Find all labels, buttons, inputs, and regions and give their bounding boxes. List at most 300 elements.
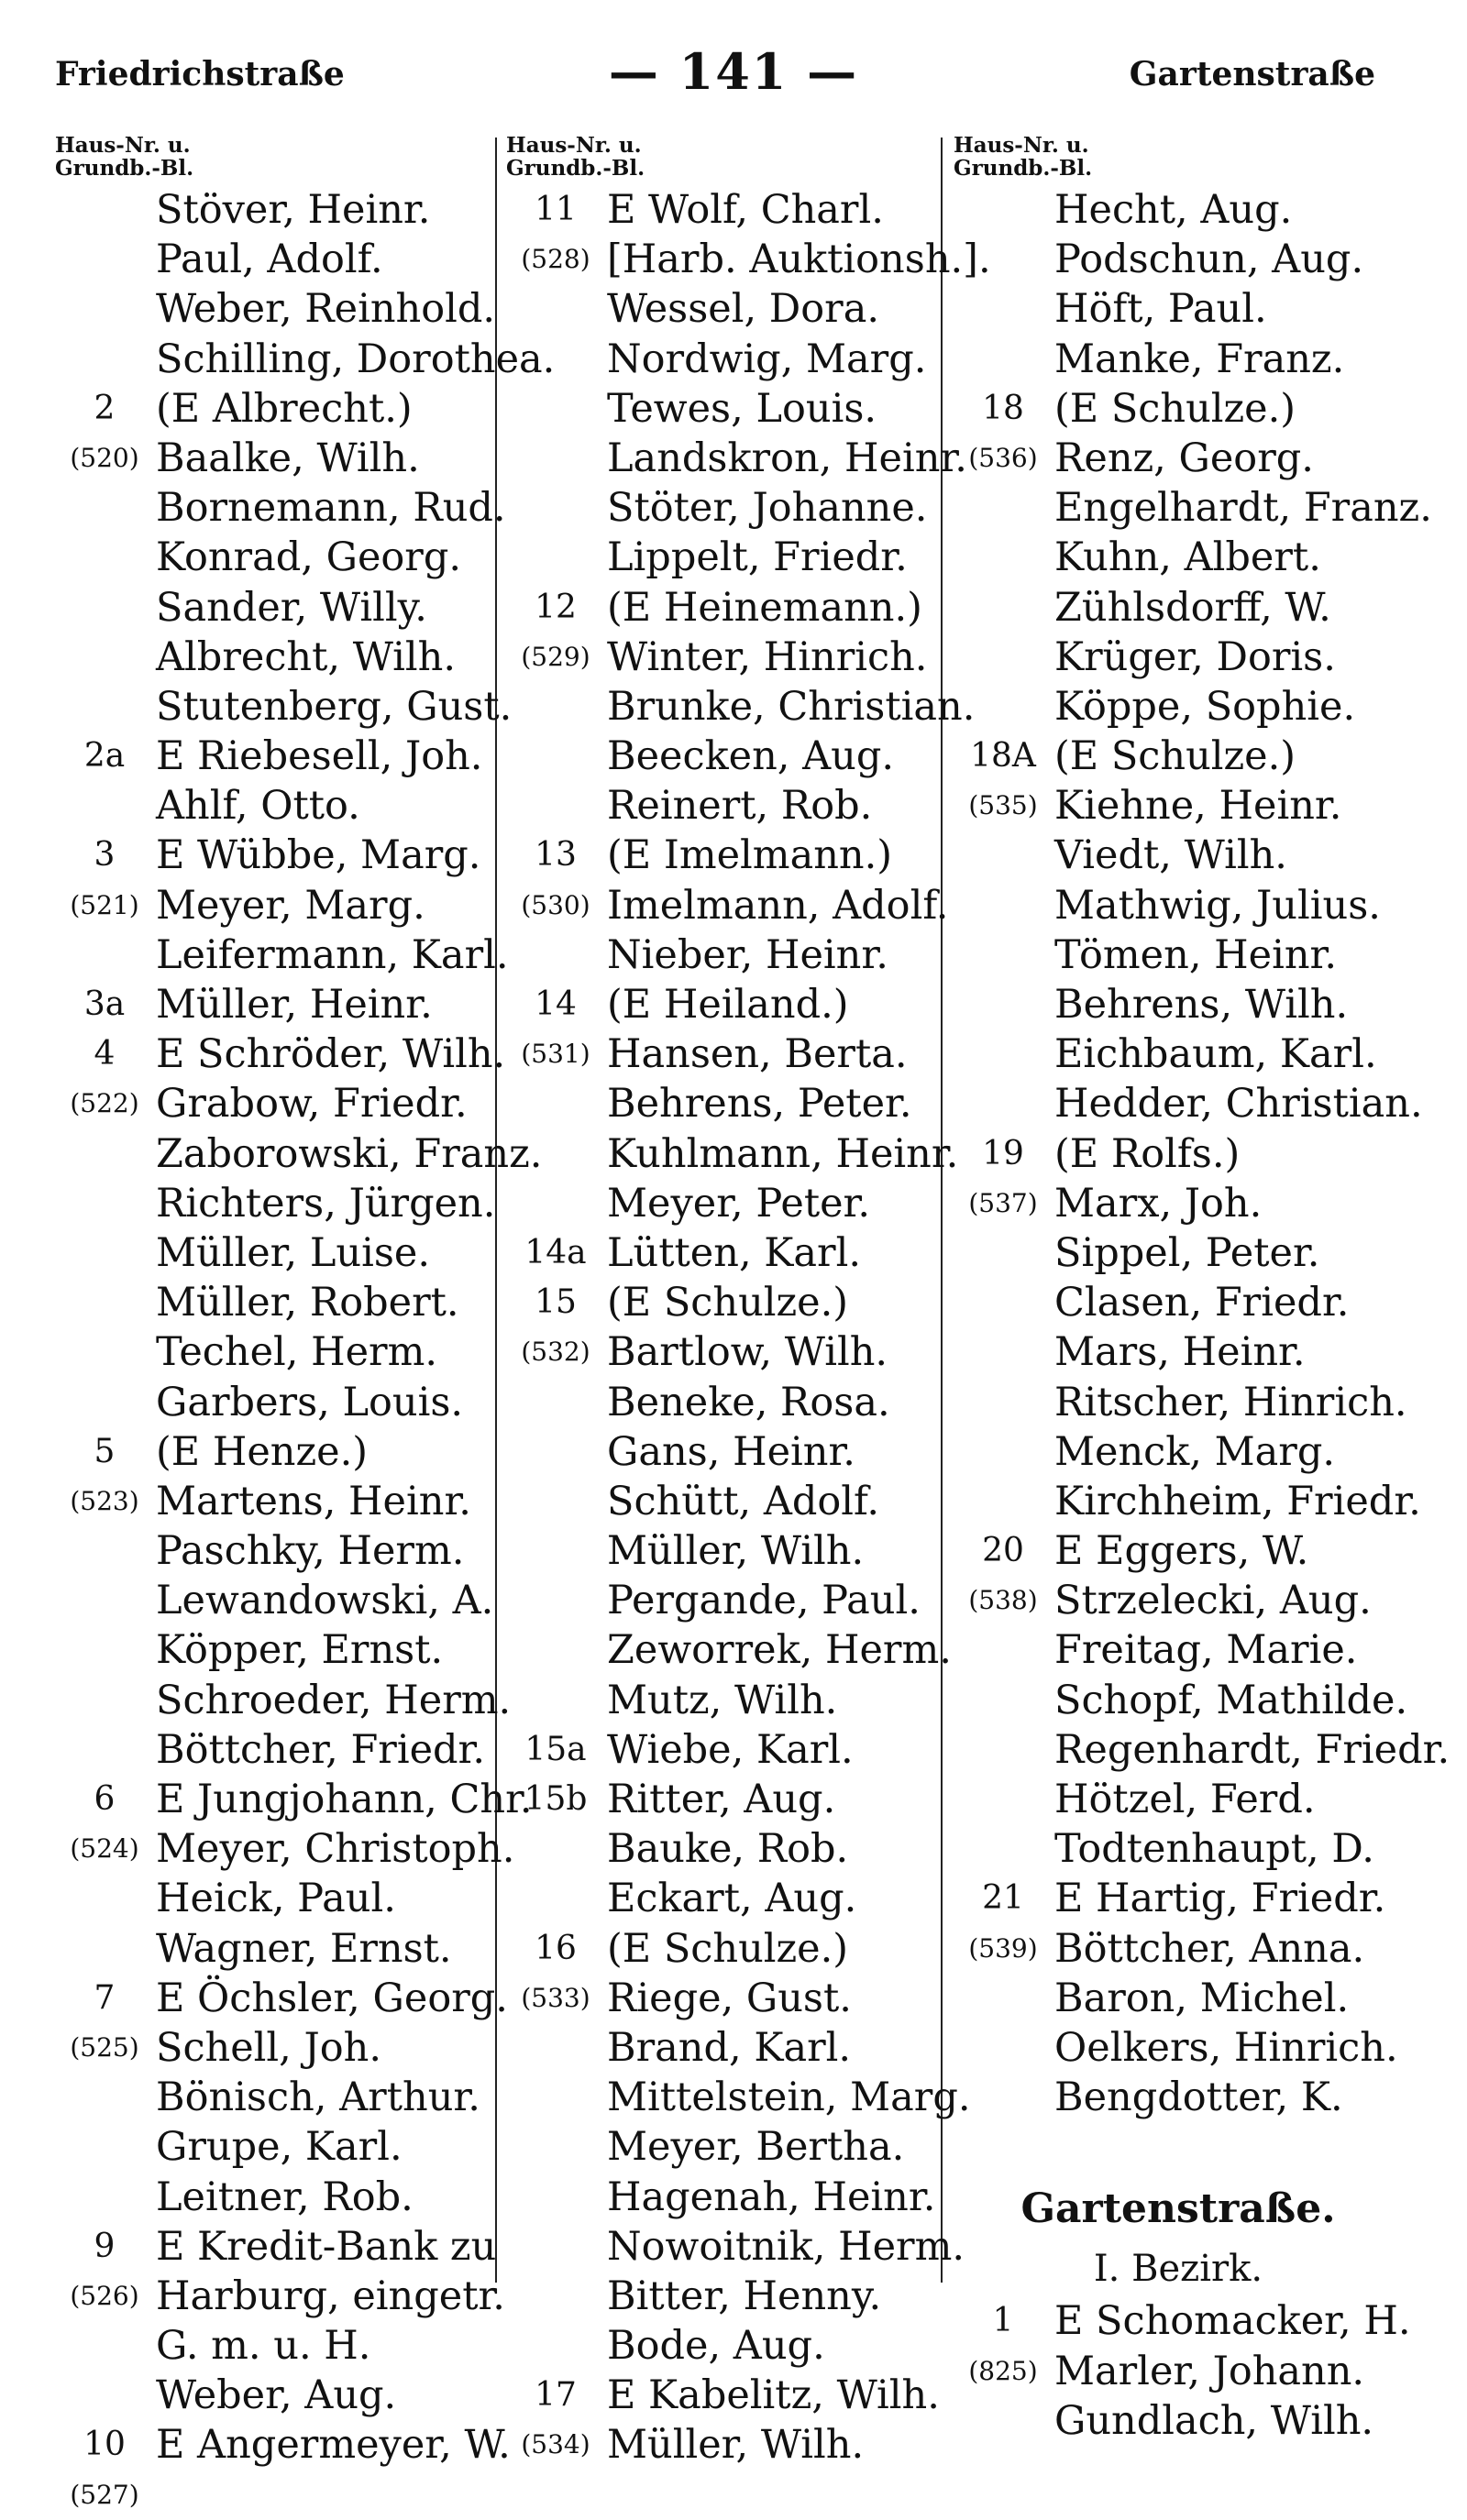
- directory-entry: [954, 1029, 1403, 1079]
- directory-entry: [954, 1775, 1403, 1824]
- resident-name: Weber, Aug.: [156, 2372, 397, 2419]
- house-number: 5: [94, 1432, 116, 1470]
- resident-name: Schroeder, Herm.: [156, 1677, 512, 1723]
- resident-name: Müller, Luise.: [156, 1229, 431, 1276]
- directory-entry: [55, 434, 493, 483]
- directory-entry: [55, 1278, 493, 1327]
- directory-entry: [954, 2296, 1411, 2346]
- house-number: (525): [70, 2031, 139, 2063]
- directory-entry: [55, 1327, 493, 1377]
- house-number: 15a: [524, 1730, 587, 1768]
- directory-entry: [954, 1725, 1450, 1775]
- directory-entry: [506, 583, 939, 633]
- directory-entry: [55, 2420, 511, 2470]
- resident-name: Köppe, Sophie.: [1054, 683, 1356, 730]
- directory-entry: [55, 1824, 515, 1874]
- street-left-heading: Friedrichstraße: [55, 55, 345, 94]
- resident-name: Ahlf, Otto.: [156, 783, 360, 830]
- resident-name: Strzelecki, Aug.: [1054, 1578, 1372, 1624]
- house-number: 15: [535, 1283, 577, 1322]
- directory-entry: [954, 1576, 1403, 1625]
- resident-name: Viedt, Wilh.: [1054, 832, 1287, 879]
- resident-name: Ritscher, Hinrich.: [1054, 1379, 1407, 1425]
- directory-entry: [55, 2470, 493, 2520]
- house-number: 10: [83, 2426, 126, 2464]
- directory-entry: [506, 483, 939, 533]
- resident-name: E Öchsler, Georg.: [156, 1975, 508, 2021]
- house-number: 16: [535, 1929, 577, 1967]
- resident-name: Baron, Michel.: [1054, 1975, 1350, 2021]
- directory-entry: [954, 235, 1403, 284]
- resident-name: G. m. u. H.: [156, 2323, 371, 2370]
- directory-entry: [55, 235, 493, 284]
- resident-name: Kuhlmann, Heinr.: [607, 1130, 959, 1177]
- resident-name: Stöver, Heinr.: [156, 187, 431, 233]
- resident-name: [Harb. Auktionsh.].: [607, 237, 991, 283]
- column-header-line: Haus-Nr. u.: [506, 133, 642, 158]
- section-subtitle: I. Bezirk.: [1093, 2248, 1263, 2291]
- house-number: 9: [94, 2227, 116, 2265]
- resident-name: Behrens, Wilh.: [1054, 982, 1349, 1028]
- entry-list: [506, 185, 991, 2470]
- resident-name: Martens, Heinr.: [156, 1478, 471, 1524]
- house-number: 18: [982, 389, 1024, 427]
- house-number: (533): [521, 1982, 590, 2013]
- resident-name: Garbers, Louis.: [156, 1379, 464, 1425]
- house-number: (522): [70, 1088, 139, 1119]
- directory-entry: [954, 185, 1403, 235]
- directory-entry: [954, 1974, 1403, 2023]
- resident-name: Hedder, Christian.: [1054, 1081, 1423, 1128]
- directory-entry: [954, 2073, 1403, 2122]
- directory-entry: [55, 1924, 493, 1974]
- directory-entry: [55, 335, 556, 384]
- resident-name: Richters, Jürgen.: [156, 1180, 496, 1227]
- directory-entry: [506, 781, 939, 831]
- column-header-line: Grundb.-Bl.: [55, 156, 194, 181]
- directory-entry: [506, 533, 939, 582]
- house-number: (825): [968, 2355, 1038, 2386]
- directory-entry: [506, 1179, 939, 1228]
- house-number: 19: [982, 1134, 1024, 1172]
- directory-entry: [55, 384, 493, 434]
- directory-entry: [55, 881, 493, 930]
- directory-entry: [55, 781, 493, 831]
- resident-name: Albrecht, Wilh.: [156, 633, 457, 680]
- directory-entry: [55, 1526, 493, 1576]
- directory-entry: [55, 1079, 493, 1128]
- resident-name: Techel, Herm.: [156, 1329, 438, 1376]
- directory-entry: [55, 2023, 493, 2073]
- resident-name: E Schröder, Wilh.: [156, 1031, 506, 1078]
- resident-name: Menck, Marg.: [1054, 1428, 1336, 1475]
- directory-entry: [55, 2122, 493, 2172]
- directory-entry: [954, 881, 1403, 930]
- resident-name: Imelmann, Adolf.: [607, 882, 949, 929]
- directory-entry: [55, 2222, 497, 2272]
- directory-entry: [506, 1477, 939, 1526]
- resident-name: Gundlach, Wilh.: [1054, 2397, 1374, 2444]
- directory-entry: [506, 1924, 939, 1974]
- directory-entry: [506, 2023, 939, 2073]
- house-number: 20: [982, 1532, 1024, 1570]
- directory-entry: [55, 1625, 493, 1675]
- house-number: 15b: [524, 1780, 588, 1818]
- resident-name: Hagenah, Heinr.: [607, 2173, 936, 2220]
- house-number: (521): [70, 889, 139, 920]
- resident-name: Tömen, Heinr.: [1054, 931, 1338, 978]
- resident-name: Müller, Heinr.: [156, 982, 433, 1028]
- resident-name: Mutz, Wilh.: [607, 1677, 838, 1723]
- resident-name: Stutenberg, Gust.: [156, 683, 513, 730]
- house-number: (535): [968, 790, 1038, 821]
- house-number: 17: [535, 2376, 577, 2415]
- resident-name: Böttcher, Anna.: [1054, 1925, 1365, 1972]
- directory-entry: [954, 2396, 1403, 2446]
- resident-name: Renz, Georg.: [1054, 435, 1314, 481]
- resident-name: Mittelstein, Marg.: [607, 2074, 971, 2121]
- directory-entry: [954, 633, 1403, 682]
- directory-entry: [506, 1725, 939, 1775]
- house-number: (539): [968, 1932, 1038, 1964]
- resident-name: Eichbaum, Karl.: [1054, 1031, 1377, 1078]
- directory-entry: [954, 1824, 1403, 1874]
- resident-name: Landskron, Heinr.: [607, 435, 967, 481]
- column-header: [954, 134, 1403, 185]
- resident-name: Zaborowski, Franz.: [156, 1130, 543, 1177]
- resident-name: Nieber, Heinr.: [607, 931, 888, 978]
- directory-entry: [954, 1676, 1408, 1725]
- resident-name: E Wolf, Charl.: [607, 187, 884, 233]
- resident-name: Lütten, Karl.: [607, 1229, 862, 1276]
- house-number: 18A: [970, 737, 1036, 776]
- directory-entry: [954, 533, 1403, 582]
- directory-entry: [55, 1477, 493, 1526]
- directory-entry: [506, 1526, 939, 1576]
- directory-entry: [55, 831, 493, 880]
- resident-name: Böttcher, Friedr.: [156, 1726, 486, 1773]
- directory-entry: [954, 434, 1403, 483]
- resident-name: Kirchheim, Friedr.: [1054, 1478, 1421, 1524]
- directory-entry: [506, 881, 949, 930]
- resident-name: Zeworrek, Herm.: [607, 1627, 952, 1674]
- resident-name: E Jungjohann, Chr.: [156, 1777, 533, 1822]
- resident-name: Paschky, Herm.: [156, 1528, 465, 1575]
- directory-entry: [506, 1079, 939, 1128]
- resident-name: Gans, Heinr.: [607, 1428, 855, 1475]
- directory-entry: [954, 1427, 1403, 1477]
- resident-name: (E Henze.): [156, 1428, 369, 1475]
- resident-name: E Kabelitz, Wilh.: [607, 2372, 940, 2419]
- resident-name: Bönisch, Arthur.: [156, 2074, 480, 2121]
- resident-name: E Schomacker, H.: [1054, 2298, 1411, 2345]
- resident-name: Podschun, Aug.: [1054, 237, 1364, 283]
- directory-entry: [954, 483, 1432, 533]
- directory-entry: [506, 1775, 939, 1824]
- resident-name: Köpper, Ernst.: [156, 1627, 444, 1674]
- house-number: 3: [94, 836, 116, 875]
- resident-name: Hötzel, Ferd.: [1054, 1777, 1316, 1822]
- directory-entry: [55, 1576, 493, 1625]
- resident-name: Riege, Gust.: [607, 1975, 852, 2021]
- resident-name: Ritter, Aug.: [607, 1777, 836, 1822]
- directory-entry: [55, 930, 509, 980]
- directory-entry: [506, 2073, 971, 2122]
- resident-name: (E Heinemann.): [607, 584, 922, 631]
- directory-entry: [55, 583, 493, 633]
- resident-name: Stöter, Johanne.: [607, 485, 928, 532]
- directory-entry: [506, 434, 967, 483]
- directory-entry: [954, 1079, 1423, 1128]
- resident-name: Regenhardt, Friedr.: [1054, 1726, 1450, 1773]
- resident-name: Müller, Wilh.: [607, 2422, 865, 2469]
- directory-entry: [506, 185, 939, 235]
- directory-entry: [954, 781, 1403, 831]
- directory-entry: [55, 2173, 493, 2222]
- directory-entry: [954, 2023, 1403, 2073]
- resident-name: Marler, Johann.: [1054, 2348, 1365, 2394]
- directory-entry: [55, 284, 496, 334]
- house-number: (524): [70, 1833, 139, 1865]
- resident-name: Grabow, Friedr.: [156, 1081, 468, 1128]
- directory-entry: [506, 2272, 939, 2321]
- directory-entry: [954, 335, 1403, 384]
- resident-name: Leitner, Rob.: [156, 2173, 414, 2220]
- directory-entry: [506, 1327, 939, 1377]
- column-header: [55, 134, 493, 185]
- column-header-line: Haus-Nr. u.: [954, 133, 1089, 158]
- directory-entry: [506, 732, 939, 781]
- resident-name: Marx, Joh.: [1054, 1180, 1263, 1227]
- resident-name: Clasen, Friedr.: [1054, 1280, 1350, 1326]
- resident-name: Krüger, Doris.: [1054, 633, 1336, 680]
- column-header-line: Grundb.-Bl.: [954, 156, 1093, 181]
- directory-entry: [954, 682, 1403, 732]
- directory-entry: [55, 2321, 493, 2371]
- resident-name: Nordwig, Marg.: [607, 336, 927, 382]
- directory-entry: [506, 2222, 965, 2272]
- directory-entry: [55, 2371, 493, 2420]
- resident-name: Kuhn, Albert.: [1054, 534, 1321, 581]
- directory-entry: [55, 1874, 493, 1923]
- directory-entry: [506, 633, 939, 682]
- street-right-heading: Gartenstraße: [1129, 55, 1375, 94]
- directory-entry: [506, 1427, 939, 1477]
- directory-entry: [506, 1874, 939, 1923]
- resident-name: Brunke, Christian.: [607, 683, 976, 730]
- directory-entry: [55, 1676, 512, 1725]
- resident-name: Sander, Willy.: [156, 584, 427, 631]
- directory-entry: [954, 583, 1403, 633]
- house-number: (531): [521, 1039, 590, 1070]
- house-number: (530): [521, 889, 590, 920]
- directory-entry: [55, 1775, 533, 1824]
- directory-entry: [954, 1874, 1403, 1923]
- section-title: Gartenstraße.: [1020, 2185, 1336, 2233]
- resident-name: Heick, Paul.: [156, 1876, 396, 1922]
- resident-name: Baalke, Wilh.: [156, 435, 420, 481]
- directory-entry: [55, 2272, 505, 2321]
- directory-entry: [506, 284, 939, 334]
- directory-entry: [506, 1625, 952, 1675]
- directory-entry: [506, 930, 939, 980]
- house-number: (527): [70, 2479, 139, 2510]
- resident-name: Wagner, Ernst.: [156, 1925, 452, 1972]
- directory-entry: [506, 682, 976, 732]
- directory-entry: [954, 831, 1403, 880]
- resident-name: Harburg, eingetr.: [156, 2272, 505, 2319]
- directory-entry: [954, 1378, 1407, 1427]
- directory-entry: [954, 1477, 1421, 1526]
- directory-entry: [954, 2347, 1403, 2396]
- directory-entry: [506, 1576, 939, 1625]
- house-number: (537): [968, 1187, 1038, 1218]
- resident-name: Oelkers, Hinrich.: [1054, 2024, 1398, 2071]
- directory-entry: [506, 335, 939, 384]
- resident-name: Brand, Karl.: [607, 2024, 852, 2071]
- resident-name: Konrad, Georg.: [156, 534, 462, 581]
- directory-entry: [506, 980, 939, 1029]
- directory-entry: [954, 384, 1403, 434]
- resident-name: Bornemann, Rud.: [156, 485, 506, 532]
- column-header-line: Haus-Nr. u.: [55, 133, 191, 158]
- directory-entry: [506, 1278, 939, 1327]
- resident-name: E Wübbe, Marg.: [156, 832, 481, 879]
- resident-name: (E Rolfs.): [1054, 1130, 1241, 1177]
- resident-name: Müller, Wilh.: [607, 1528, 865, 1575]
- directory-entry: [506, 2371, 939, 2420]
- resident-name: (E Albrecht.): [156, 385, 413, 432]
- resident-name: Beecken, Aug.: [607, 733, 895, 780]
- directory-entry: [954, 980, 1403, 1029]
- directory-entry: [506, 1129, 959, 1179]
- directory-entry: [506, 1676, 939, 1725]
- directory-entry: [954, 1625, 1403, 1675]
- directory-entry: [506, 1824, 939, 1874]
- house-number: 13: [535, 836, 577, 875]
- directory-entry: [55, 533, 493, 582]
- resident-name: (E Imelmann.): [607, 832, 893, 879]
- house-number: 12: [535, 588, 577, 626]
- directory-entry: [506, 384, 939, 434]
- resident-name: Mars, Heinr.: [1054, 1329, 1306, 1376]
- resident-name: Bartlow, Wilh.: [607, 1329, 888, 1376]
- resident-name: Freitag, Marie.: [1054, 1627, 1358, 1674]
- resident-name: E Eggers, W.: [1054, 1528, 1309, 1575]
- resident-name: Müller, Robert.: [156, 1280, 459, 1326]
- column-2: [506, 133, 991, 2470]
- resident-name: Beneke, Rosa.: [607, 1379, 890, 1425]
- directory-entry: [55, 1179, 496, 1228]
- directory-entry: [55, 980, 493, 1029]
- resident-name: (E Schulze.): [1054, 385, 1296, 432]
- house-number: (520): [70, 442, 139, 473]
- resident-name: Höft, Paul.: [1054, 286, 1267, 333]
- resident-name: Grupe, Karl.: [156, 2124, 403, 2171]
- resident-name: Mathwig, Julius.: [1054, 882, 1381, 929]
- directory-entry: [55, 732, 493, 781]
- resident-name: (E Heiland.): [607, 982, 849, 1028]
- directory-entry: [506, 831, 939, 880]
- page-header: [0, 42, 1467, 106]
- resident-name: Wiebe, Karl.: [607, 1726, 854, 1773]
- house-number: 4: [94, 1035, 116, 1073]
- house-number: 3a: [83, 985, 126, 1023]
- directory-entry: [506, 1378, 939, 1427]
- entry-list: [954, 185, 1450, 2122]
- house-number: 14: [535, 985, 577, 1023]
- directory-entry: [506, 1228, 939, 1278]
- resident-name: Engelhardt, Franz.: [1054, 485, 1432, 532]
- resident-name: Sippel, Peter.: [1054, 1229, 1320, 1276]
- resident-name: Lippelt, Friedr.: [607, 534, 908, 581]
- resident-name: Weber, Reinhold.: [156, 286, 496, 333]
- resident-name: E Hartig, Friedr.: [1054, 1876, 1386, 1922]
- resident-name: Pergande, Paul.: [607, 1578, 921, 1624]
- directory-entry: [55, 1427, 493, 1477]
- directory-entry: [954, 1228, 1403, 1278]
- house-number: (523): [70, 1485, 139, 1516]
- resident-name: Schell, Joh.: [156, 2024, 382, 2071]
- resident-name: (E Schulze.): [1054, 733, 1296, 780]
- resident-name: Winter, Hinrich.: [607, 633, 928, 680]
- resident-name: Eckart, Aug.: [607, 1876, 857, 1922]
- house-number: (528): [521, 244, 590, 275]
- directory-entry: [55, 1029, 506, 1079]
- resident-name: Behrens, Peter.: [607, 1081, 912, 1128]
- house-number: 14a: [524, 1233, 587, 1271]
- house-number: (526): [70, 2280, 139, 2311]
- directory-entry: [954, 732, 1403, 781]
- resident-name: E Kredit-Bank zu: [156, 2223, 497, 2270]
- directory-entry: [954, 1278, 1403, 1327]
- house-number: 1: [992, 2302, 1014, 2340]
- directory-entry: [506, 2321, 939, 2371]
- resident-name: (E Schulze.): [607, 1925, 849, 1972]
- directory-entry: [55, 682, 513, 732]
- resident-name: Bode, Aug.: [607, 2323, 825, 2370]
- directory-entry: [954, 1924, 1403, 1974]
- resident-name: Paul, Adolf.: [156, 237, 383, 283]
- directory-entry: [506, 2122, 939, 2172]
- directory-entry: [954, 1179, 1403, 1228]
- house-number: 11: [535, 191, 577, 228]
- directory-entry: [55, 1725, 493, 1775]
- directory-entry: [506, 1974, 939, 2023]
- column-header-line: Grundb.-Bl.: [506, 156, 645, 181]
- resident-name: (E Schulze.): [607, 1280, 849, 1326]
- directory-entry: [55, 633, 493, 682]
- resident-name: Reinert, Rob.: [607, 783, 873, 830]
- directory-entry: [954, 284, 1403, 334]
- resident-name: E Angermeyer, W.: [156, 2422, 511, 2469]
- column-header: [506, 134, 939, 185]
- resident-name: Schütt, Adolf.: [607, 1478, 880, 1524]
- section-entry-list: [954, 2296, 1411, 2446]
- resident-name: Wessel, Dora.: [607, 286, 880, 333]
- house-number: 2a: [83, 737, 126, 776]
- column-3: [954, 133, 1450, 2446]
- directory-entry: [954, 930, 1403, 980]
- house-number: (534): [521, 2429, 590, 2460]
- house-number: (532): [521, 1337, 590, 1368]
- resident-name: Hecht, Aug.: [1054, 187, 1293, 233]
- directory-entry: [506, 235, 991, 284]
- resident-name: Meyer, Bertha.: [607, 2124, 905, 2171]
- resident-name: Meyer, Peter.: [607, 1180, 871, 1227]
- house-number: 7: [94, 1978, 116, 2017]
- resident-name: Leifermann, Karl.: [156, 931, 509, 978]
